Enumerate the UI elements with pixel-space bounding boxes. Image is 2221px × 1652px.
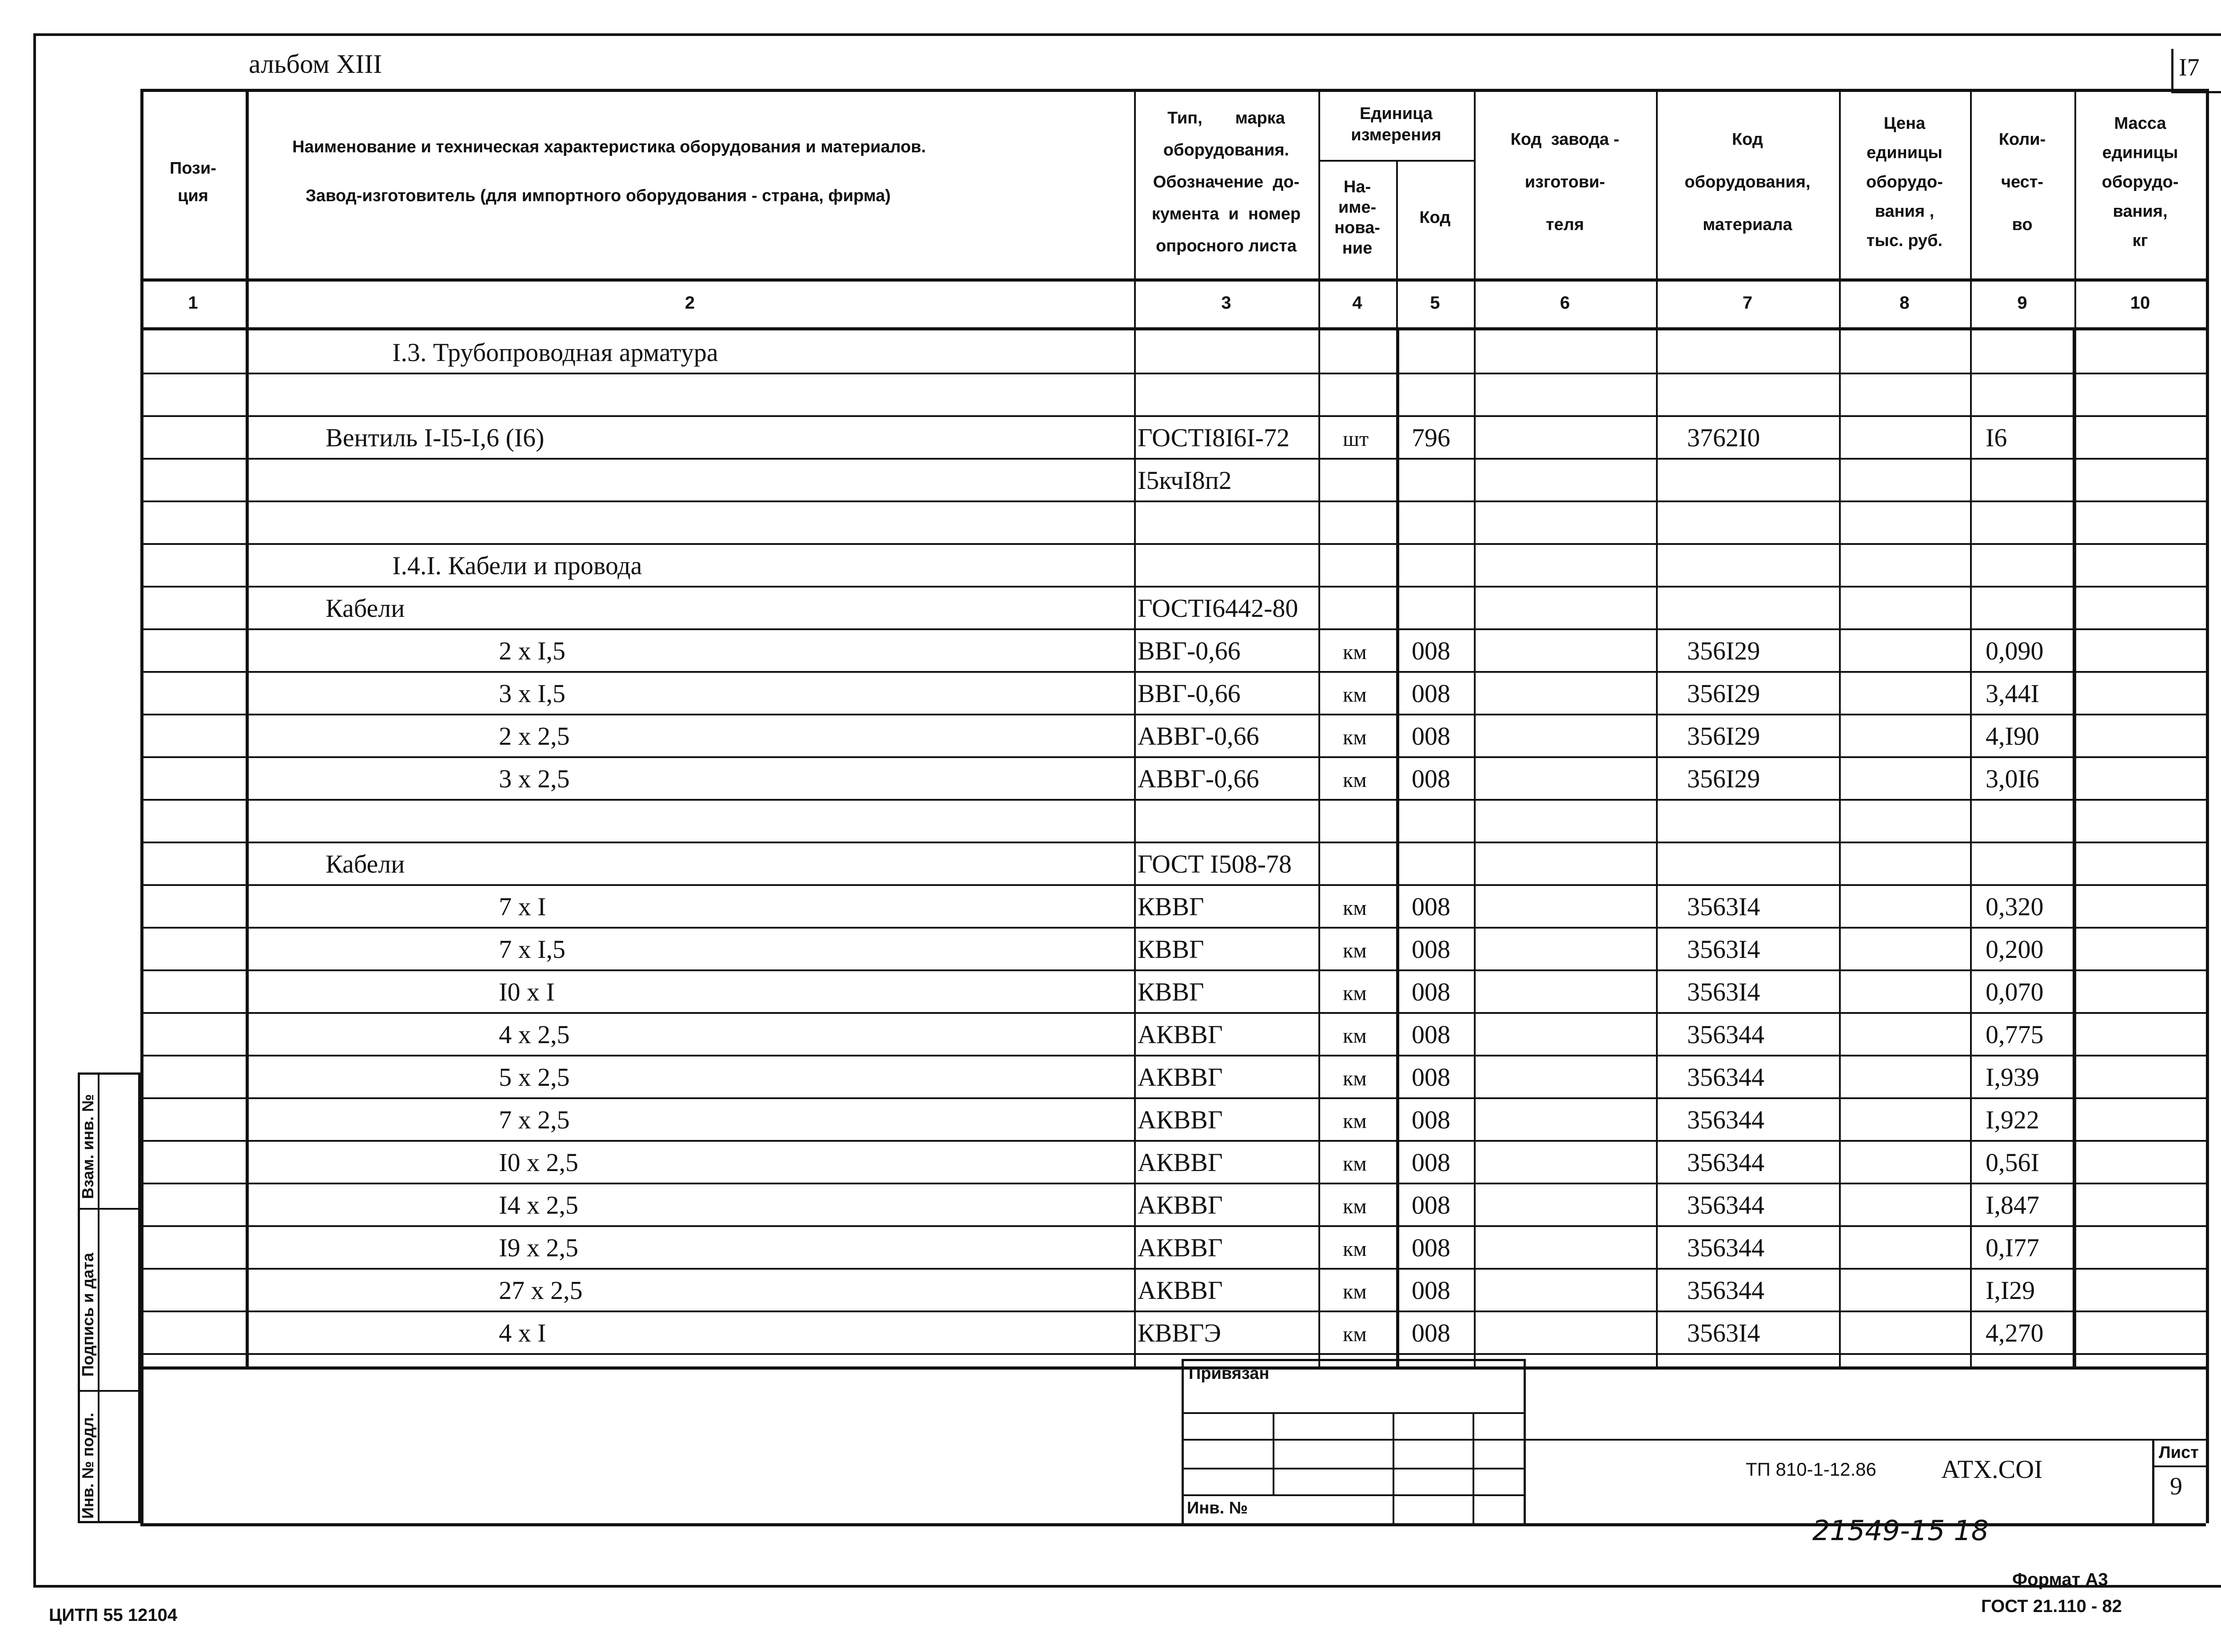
- grid-line: [140, 373, 2206, 374]
- row-quantity: 0,320: [1986, 892, 2044, 921]
- column-number-9: 9: [2017, 293, 2027, 313]
- row-type: АКВВГ: [1138, 1063, 1223, 1092]
- row-name: 3 х I,5: [499, 679, 565, 708]
- stamp-block: [1182, 1359, 2208, 1523]
- row-unit-code: 008: [1412, 1276, 1450, 1305]
- grid-line: [140, 628, 2206, 630]
- row-name: 4 х 2,5: [499, 1020, 570, 1049]
- row-unit-code: 008: [1412, 1020, 1450, 1049]
- citp-label: ЦИТП 55 12104: [49, 1605, 178, 1625]
- row-quantity: 0,56I: [1986, 1148, 2039, 1177]
- row-unit-code: 796: [1412, 423, 1450, 452]
- grid-line: [140, 671, 2206, 673]
- grid-line: [140, 1140, 2206, 1142]
- row-quantity: I,939: [1986, 1063, 2039, 1092]
- row-unit-code: 008: [1412, 1148, 1450, 1177]
- column-number-8: 8: [1899, 293, 1910, 313]
- grid-line: [140, 415, 2206, 417]
- row-type: ВВГ-0,66: [1138, 679, 1241, 708]
- sheet-label: Лист: [2159, 1443, 2199, 1462]
- column-number-4: 4: [1352, 293, 1362, 313]
- row-name: 27 х 2,5: [499, 1276, 583, 1305]
- header-price: Цена единицы оборудо- вания , тыс. руб.: [1866, 114, 1943, 250]
- row-name: I9 х 2,5: [499, 1233, 578, 1262]
- grid-line: [140, 1183, 2206, 1184]
- row-name: 4 х I: [499, 1318, 546, 1347]
- column-number-5: 5: [1430, 293, 1440, 313]
- row-unit: км: [1343, 726, 1367, 749]
- side-label-vzam: Взам. инв. №: [79, 1094, 97, 1199]
- side-label-inv-podl: Инв. № подл.: [79, 1413, 97, 1519]
- row-type: I5кчI8п2: [1138, 466, 1232, 495]
- header-position: Пози- ция: [170, 159, 216, 205]
- row-unit: шт: [1343, 427, 1369, 451]
- row-unit-code: 008: [1412, 1191, 1450, 1219]
- row-unit-code: 008: [1412, 1233, 1450, 1262]
- grid-line: [140, 1353, 2206, 1355]
- row-name: Вентиль I-I5-I,6 (I6): [326, 423, 545, 452]
- row-unit: км: [1343, 768, 1367, 792]
- row-unit: км: [1343, 1322, 1367, 1346]
- row-unit-code: 008: [1412, 1063, 1450, 1092]
- row-equipment-code: 356344: [1687, 1148, 1764, 1177]
- row-equipment-code: 356344: [1687, 1105, 1764, 1134]
- row-type: ГОСТI6442-80: [1138, 594, 1298, 623]
- row-name: 3 х 2,5: [499, 764, 570, 793]
- grid-line: [140, 969, 2206, 971]
- grid-line: [140, 1012, 2206, 1014]
- row-unit-code: 008: [1412, 1105, 1450, 1134]
- grid-line: [140, 1268, 2206, 1270]
- row-type: ГОСТI8I6I-72: [1138, 423, 1290, 452]
- grid-line: [140, 1366, 143, 1523]
- row-equipment-code: 3762I0: [1687, 423, 1760, 452]
- column-number-6: 6: [1560, 293, 1570, 313]
- row-equipment-code: 356I29: [1687, 636, 1760, 665]
- grid-line: [140, 884, 2206, 886]
- row-type: АКВВГ: [1138, 1105, 1223, 1134]
- row-unit: км: [1343, 981, 1367, 1005]
- stamp-privyazan: Привязан: [1189, 1364, 1270, 1383]
- row-unit-code: 008: [1412, 935, 1450, 964]
- row-quantity: I,847: [1986, 1191, 2039, 1219]
- row-type: ВВГ-0,66: [1138, 636, 1241, 665]
- header-name: [246, 89, 1134, 275]
- header-unit: Единица измерения: [1351, 104, 1441, 144]
- stamp-doc: АТХ.СОI: [1941, 1455, 2043, 1484]
- row-quantity: 0,070: [1986, 977, 2044, 1006]
- row-equipment-code: 3563I4: [1687, 1318, 1760, 1347]
- grid-line: [140, 756, 2206, 758]
- grid-line: [140, 458, 2206, 460]
- grid-line: [140, 500, 2206, 502]
- row-unit: км: [1343, 1237, 1367, 1261]
- grid-line: [140, 714, 2206, 715]
- row-quantity: 0,200: [1986, 935, 2044, 964]
- grid-line: [140, 1310, 2206, 1312]
- header-factory-code: Код завода - изготови- теля: [1510, 130, 1620, 234]
- grid-line: [2073, 330, 2076, 1366]
- column-number-3: 3: [1221, 293, 1231, 313]
- row-unit: км: [1343, 1067, 1367, 1090]
- row-equipment-code: 356344: [1687, 1233, 1764, 1262]
- grid-line: [140, 1055, 2206, 1056]
- row-type: КВВГ: [1138, 977, 1204, 1006]
- column-number-7: 7: [1742, 293, 1753, 313]
- row-name: Кабели: [326, 594, 405, 623]
- grid-line: [2206, 89, 2209, 1366]
- row-unit: км: [1343, 1280, 1367, 1303]
- row-unit-code: 008: [1412, 722, 1450, 751]
- column-number-2: 2: [685, 293, 695, 313]
- row-unit-code: 008: [1412, 636, 1450, 665]
- row-type: АКВВГ: [1138, 1191, 1223, 1219]
- header-mass: Масса единицы оборудо- вания, кг: [2102, 114, 2179, 250]
- row-unit: км: [1343, 939, 1367, 962]
- stamp-inv-no: Инв. №: [1187, 1499, 1248, 1517]
- row-quantity: 3,0I6: [1986, 764, 2039, 793]
- row-type: АКВВГ: [1138, 1148, 1223, 1177]
- stamp-project: ТП 810-1-12.86: [1746, 1459, 1877, 1480]
- row-type: АВВГ-0,66: [1138, 764, 1259, 793]
- column-number-1: 1: [188, 293, 198, 313]
- header-type: Тип, марка оборудования. Обозначение до- кумента и номер опросного листа: [1151, 109, 1301, 255]
- row-equipment-code: 356344: [1687, 1191, 1764, 1219]
- row-quantity: I,922: [1986, 1105, 2039, 1134]
- column-number-10: 10: [2130, 293, 2150, 313]
- header-equipment-code: Код оборудования, материала: [1684, 130, 1811, 234]
- row-name: 7 х I: [499, 892, 546, 921]
- row-equipment-code: 3563I4: [1687, 935, 1760, 964]
- row-unit-code: 008: [1412, 679, 1450, 708]
- handwritten-number: 21549-15 18: [1812, 1514, 1989, 1547]
- row-unit: км: [1343, 683, 1367, 707]
- row-equipment-code: 356344: [1687, 1063, 1764, 1092]
- sheet-number: 9: [2170, 1473, 2182, 1500]
- grid-line: [140, 927, 2206, 929]
- row-unit: км: [1343, 1109, 1367, 1133]
- row-type: АКВВГ: [1138, 1233, 1223, 1262]
- grid-line: [140, 543, 2206, 545]
- row-name: 2 х 2,5: [499, 722, 570, 751]
- grid-line: [1396, 330, 1399, 1366]
- header-quantity: Коли- чест- во: [1998, 130, 2046, 234]
- row-quantity: 0,I77: [1986, 1233, 2039, 1262]
- row-type: КВВГ: [1138, 892, 1204, 921]
- row-equipment-code: 3563I4: [1687, 892, 1760, 921]
- row-name: 7 х I,5: [499, 935, 565, 964]
- header-name-line1: Наименование и техническая характеристика оборудования и материалов.: [292, 138, 926, 156]
- header-unit-name: На- име- нова- ние: [1334, 178, 1380, 258]
- row-unit: км: [1343, 1195, 1367, 1218]
- grid-line: [140, 1225, 2206, 1227]
- row-name: Кабели: [326, 850, 405, 878]
- row-quantity: 4,270: [1986, 1318, 2044, 1347]
- row-equipment-code: 356I29: [1687, 764, 1760, 793]
- row-quantity: I,I29: [1986, 1276, 2035, 1305]
- row-name: I0 х I: [499, 977, 555, 1006]
- row-type: ГОСТ I508-78: [1138, 850, 1292, 878]
- row-unit: км: [1343, 896, 1367, 920]
- row-unit: км: [1343, 1024, 1367, 1048]
- header-name-line2: Завод-изготовитель (для импортного оборудования - страна, фирма): [306, 187, 891, 205]
- row-unit: км: [1343, 1152, 1367, 1175]
- row-name: 2 х I,5: [499, 636, 565, 665]
- row-unit-code: 008: [1412, 977, 1450, 1006]
- row-equipment-code: 356344: [1687, 1276, 1764, 1305]
- header-unit-code: Код: [1419, 208, 1451, 227]
- album-title: альбом XIII: [249, 49, 382, 79]
- grid-line: [140, 1097, 2206, 1099]
- row-unit: км: [1343, 640, 1367, 664]
- format-label: Формат А3: [2012, 1570, 2108, 1589]
- side-label-podpis: Подпись и дата: [79, 1253, 97, 1377]
- row-name: 5 х 2,5: [499, 1063, 570, 1092]
- row-quantity: 0,775: [1986, 1020, 2044, 1049]
- row-name: 7 х 2,5: [499, 1105, 570, 1134]
- page-number: I7: [2179, 54, 2200, 81]
- row-quantity: I6: [1986, 423, 2007, 452]
- row-type: АВВГ-0,66: [1138, 722, 1259, 751]
- row-quantity: 0,090: [1986, 636, 2044, 665]
- row-type: АКВВГ: [1138, 1276, 1223, 1305]
- row-type: АКВВГ: [1138, 1020, 1223, 1049]
- row-type: КВВГЭ: [1138, 1318, 1221, 1347]
- row-name: I4 х 2,5: [499, 1191, 578, 1219]
- row-unit-code: 008: [1412, 892, 1450, 921]
- row-quantity: 4,I90: [1986, 722, 2039, 751]
- grid-line: [140, 842, 2206, 843]
- row-quantity: 3,44I: [1986, 679, 2039, 708]
- row-name: I.4.I. Кабели и провода: [392, 551, 642, 580]
- row-type: КВВГ: [1138, 935, 1204, 964]
- row-equipment-code: 356I29: [1687, 722, 1760, 751]
- row-unit-code: 008: [1412, 1318, 1450, 1347]
- row-name: I0 х 2,5: [499, 1148, 578, 1177]
- row-name: I.3. Трубопроводная арматура: [392, 338, 718, 367]
- grid-line: [140, 586, 2206, 588]
- gost-label: ГОСТ 21.110 - 82: [1981, 1596, 2122, 1616]
- row-unit-code: 008: [1412, 764, 1450, 793]
- grid-line: [140, 327, 2206, 330]
- row-equipment-code: 356344: [1687, 1020, 1764, 1049]
- row-equipment-code: 3563I4: [1687, 977, 1760, 1006]
- row-equipment-code: 356I29: [1687, 679, 1760, 708]
- grid-line: [140, 799, 2206, 801]
